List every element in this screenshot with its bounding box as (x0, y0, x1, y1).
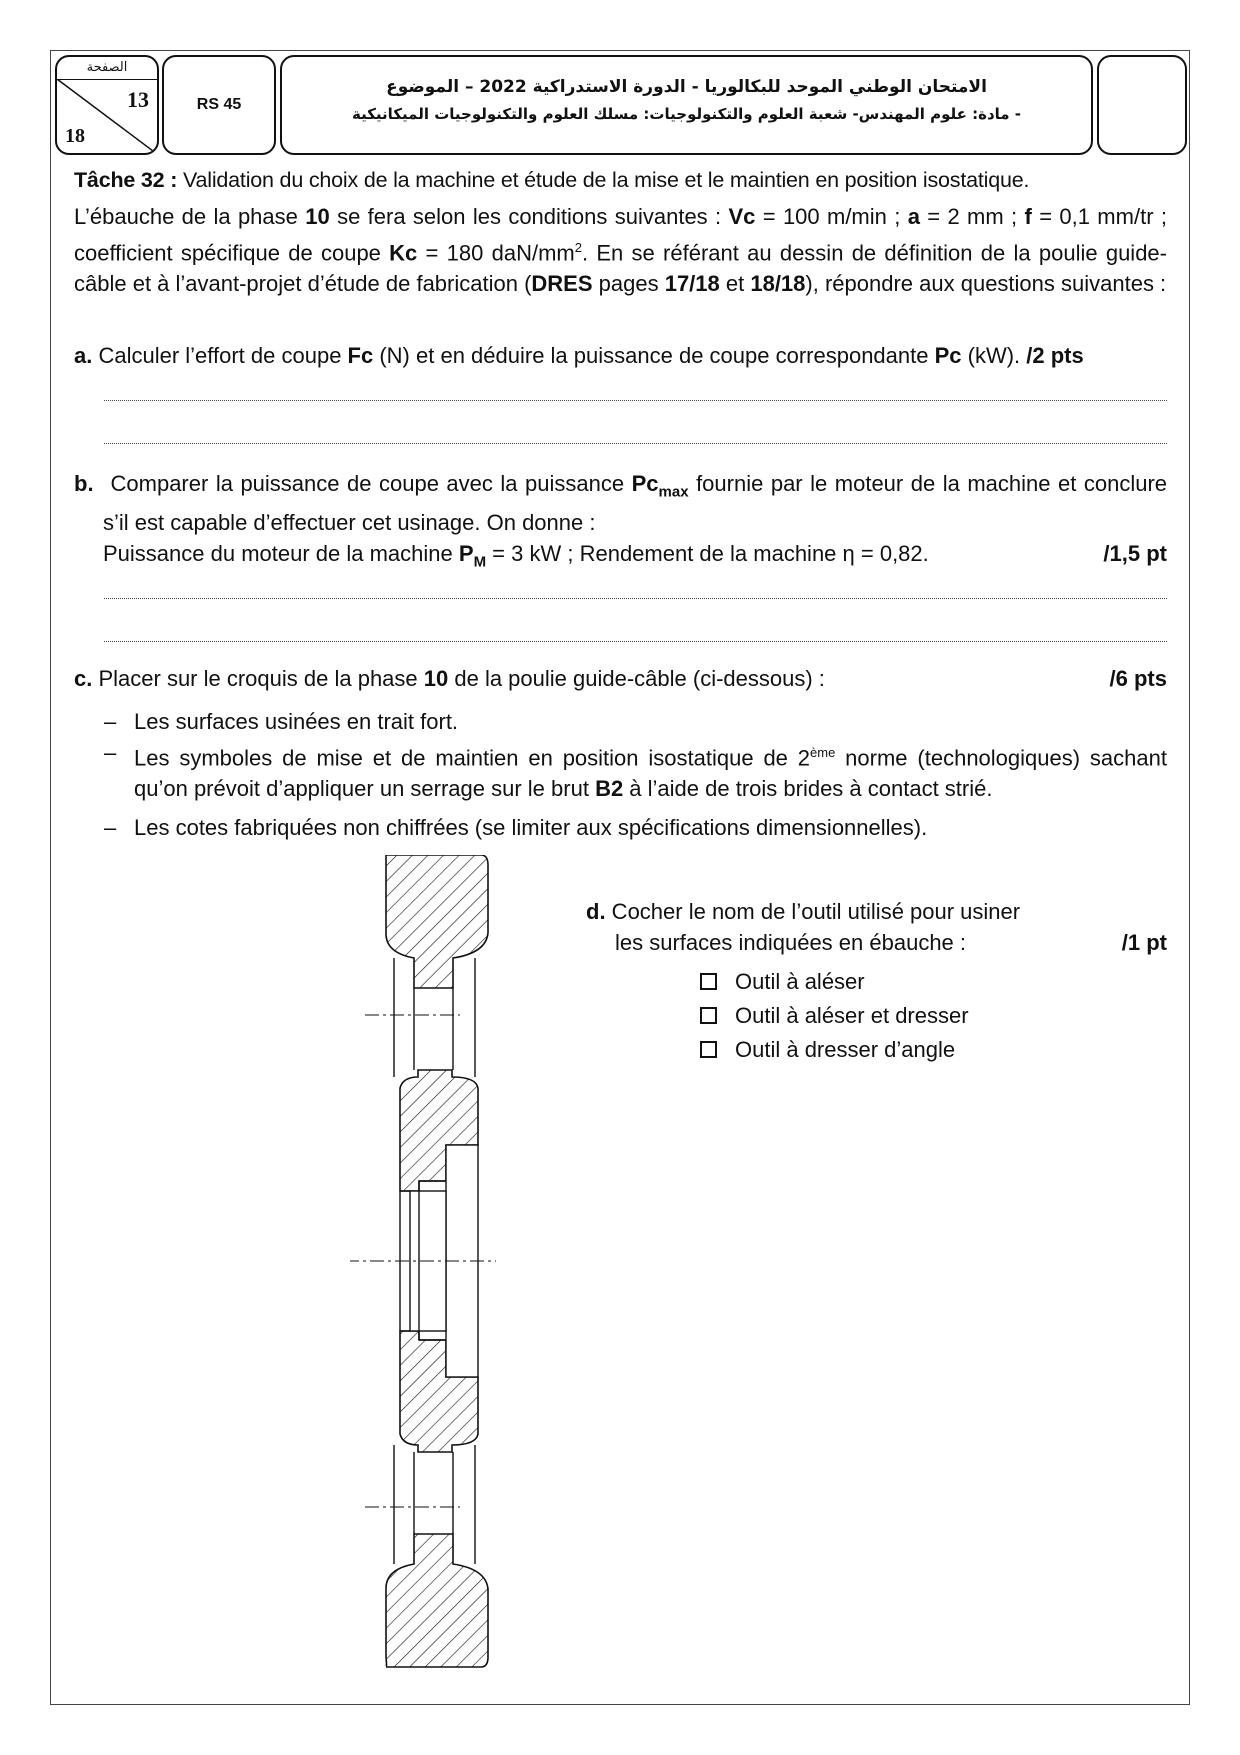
answer-line-a2[interactable] (104, 443, 1167, 444)
answer-line-a1[interactable] (104, 400, 1167, 401)
exam-code: RS 45 (162, 55, 276, 155)
answer-line-b1[interactable] (104, 598, 1167, 599)
checkbox-outil-dresser-angle[interactable] (700, 1041, 717, 1058)
question-c-item1: – Les surfaces usinées en trait fort. (104, 709, 459, 734)
question-d-points: /1 pt (1121, 930, 1167, 955)
exam-title-line1: الامتحان الوطني الموحد للبكالوريا - الدورة الاستدراكية 2022 – الموضوع (386, 77, 987, 97)
question-d: d. Cocher le nom de l’outil utilisé pour usiner les surfaces indiquées en ébauche : /1 pt (586, 896, 1167, 958)
intro-paragraph: L’ébauche de la phase 10 se fera selon les conditions suivantes : Vc = 100 m/min ; a = 2 mm ; f = 0,1 mm/tr ; coefficient spécifique de coupe Kc = 180 daN/$mm^2$. En se référant au dessin de définition de la poulie guide-câble et à l’avant-projet d’étude de fabrication (DRES pages 17/18 et 18/18), répondre aux questions suivantes : (74, 204, 1167, 297)
checkbox-outil-aleser-dresser[interactable] (700, 1007, 717, 1024)
option-outil-aleser-dresser[interactable]: Outil à aléser et dresser (700, 1000, 969, 1031)
task-heading (74, 165, 1184, 196)
page-total: 18 (65, 125, 85, 147)
exam-title-line2: - مادة: علوم المهندس- شعبة العلوم والتكنولوجيات: مسلك العلوم والتكنولوجيات الميكانيكية (351, 105, 1022, 123)
question-c-item3: – Les cotes fabriquées non chiffrées (se limiter aux spécifications dimensionnelles). (104, 815, 928, 840)
header-empty-box (1097, 55, 1187, 155)
question-c-points: /6 pts (1109, 666, 1167, 691)
page-label: الصفحة (57, 57, 157, 80)
option-outil-aleser[interactable]: Outil à aléser (700, 966, 865, 997)
answer-line-b2[interactable] (104, 641, 1167, 642)
option-outil-dresser-angle[interactable]: Outil à dresser d’angle (700, 1034, 955, 1065)
checkbox-outil-aleser[interactable] (700, 973, 717, 990)
page-current: 13 (127, 87, 149, 112)
page-number-box (55, 55, 159, 155)
task-title: Validation du choix de la machine et étude de la mise et le maintien en position isostatique. (182, 168, 1030, 192)
question-b-points: /1,5 pt (1103, 541, 1167, 567)
pulley-sketch (350, 855, 550, 1755)
question-c-item2: – Les symboles de mise et de maintien en position isostatique de 2ème norme (technologiques) sachant qu’on prévoit d’appliquer un serrage sur le brut B2 à l’aide de trois brides à contact strié. (104, 740, 1167, 802)
exam-title (280, 55, 1093, 155)
question-a: a. Calculer l’effort de coupe Fc (N) et en déduire la puissance de coupe correspondante Pc (kW). /2 pts (74, 343, 1084, 368)
question-a-points: /2 pts (1026, 343, 1084, 368)
question-b: b. Comparer la puissance de coupe avec la puissance $Pc_{max}$ fournie par le moteur de la machine et conclure s’il est capable d’effectuer cet usinage. On donne : Puissance du moteur de la machine $P_M = 3$ kW ; Rendement de la machine η = 0,82. /1,5 pt (74, 471, 1168, 571)
task-label: Tâche 32 : (74, 168, 178, 192)
question-c: c. Placer sur le croquis de la phase 10 de la poulie guide-câble (ci-dessous) : /6 pts (74, 663, 1167, 694)
